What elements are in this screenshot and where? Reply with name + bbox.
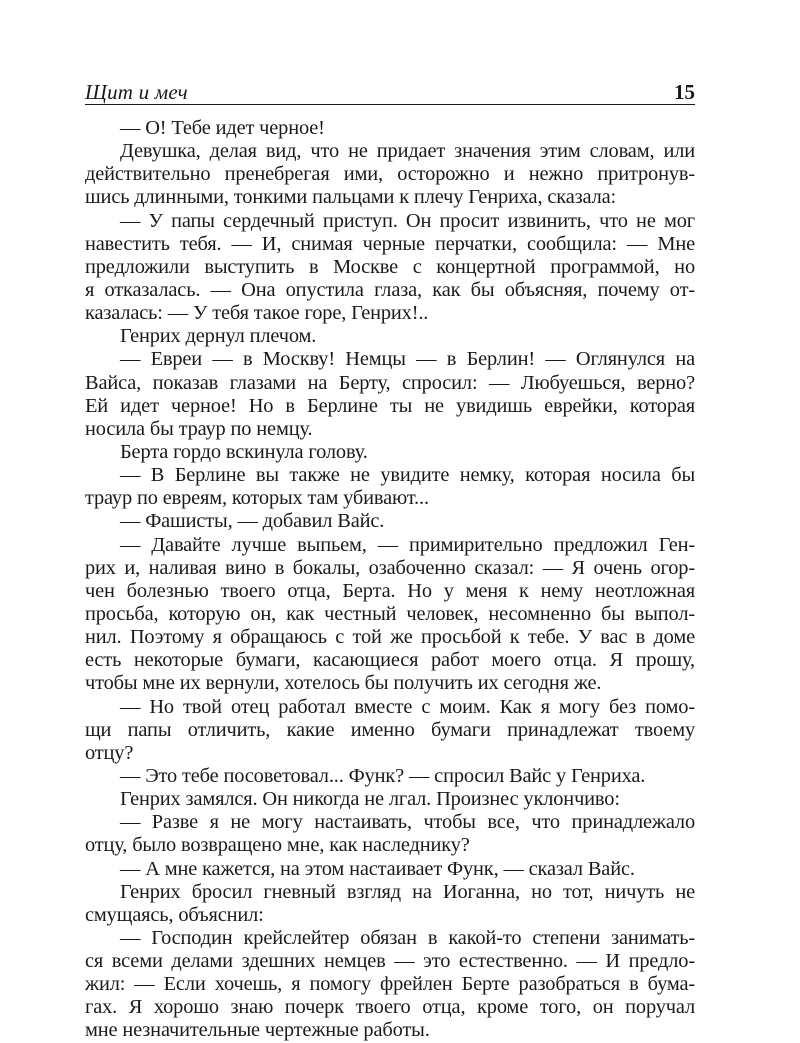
text-line: жил: — Если хочешь, я помогу фрейлен Берте разобраться в бума- bbox=[85, 973, 695, 996]
paragraph-first-line: — Разве я не могу настаивать, чтобы все, что принадлежало bbox=[120, 811, 695, 834]
text-line: мне незначительные чертежные работы. bbox=[85, 1019, 430, 1042]
text-line: смущаясь, объяснил: bbox=[85, 903, 264, 926]
paragraph-first-line: — О! Тебе идет черное! bbox=[120, 117, 325, 139]
text-line: навестить тебя. — И, снимая черные перчатки, сообщила: — Мне bbox=[85, 232, 695, 255]
text-line: траур по евреям, которых там убивают... bbox=[85, 487, 429, 510]
body-text bbox=[85, 117, 695, 1043]
paragraph-first-line: Генрих дернул плечом. bbox=[120, 325, 317, 348]
page-number: 15 bbox=[674, 80, 695, 104]
text-line: Вайса, показав глазами на Берту, спросил: — Любуешься, верно? bbox=[85, 371, 695, 394]
paragraph-first-line: Генрих бросил гневный взгляд на Иоганна, но тот, ничуть не bbox=[120, 880, 695, 903]
paragraph-first-line: Генрих замялся. Он никогда не лгал. Произнес уклончиво: bbox=[120, 788, 620, 811]
text-line: предложили выступить в Москве с концертной программой, но bbox=[85, 255, 695, 278]
text-line: отцу? bbox=[85, 741, 134, 764]
paragraph-first-line: — В Берлине вы также не увидите немку, которая носила бы bbox=[120, 464, 695, 487]
paragraph-first-line: — Фашисты, — добавил Вайс. bbox=[120, 510, 385, 533]
paragraph-first-line: — Но твой отец работал вместе с моим. Как я могу без помо- bbox=[120, 695, 695, 718]
paragraph-first-line: — Господин крейслейтер обязан в какой-то степени занимать- bbox=[120, 926, 695, 949]
text-line: нил. Поэтому я обращаюсь с той же просьбой к тебе. У вас в доме bbox=[85, 626, 695, 649]
paragraph-first-line: — Давайте лучше выпьем, — примирительно предложил Ген- bbox=[120, 533, 695, 556]
text-line: отцу, было возвращено мне, как наследнику? bbox=[85, 834, 470, 857]
paragraph-first-line: Берта гордо вскинула голову. bbox=[120, 440, 368, 463]
text-line: казалась: — У тебя такое горе, Генрих!.. bbox=[85, 302, 429, 325]
text-line: Ей идет черное! Но в Берлине ты не увидишь еврейки, которая bbox=[85, 394, 695, 417]
text-line: носила бы траур по немцу. bbox=[85, 417, 313, 440]
text-line: просьба, которую он, как честный человек, несомненно бы выпол- bbox=[85, 602, 695, 625]
paragraph-first-line: Девушка, делая вид, что не придает значения этим словам, или bbox=[120, 140, 695, 163]
paragraph-first-line: — Это тебе посоветовал... Функ? — спросил Вайс у Генриха. bbox=[120, 764, 646, 787]
running-header bbox=[85, 80, 695, 106]
header-rule bbox=[85, 104, 695, 105]
text-line: чтобы мне их вернули, хотелось бы получить их сегодня же. bbox=[85, 672, 602, 695]
text-line: есть некоторые бумаги, касающиеся работ моего отца. Я прошу, bbox=[85, 649, 695, 672]
paragraph-first-line: — А мне кажется, на этом настаивает Функ, — сказал Вайс. bbox=[120, 857, 635, 880]
book-title: Щит и меч bbox=[85, 80, 188, 104]
text-line: рих и, наливая вино в бокалы, озабоченно сказал: — Я очень огор- bbox=[85, 556, 695, 579]
text-line: гах. Я хорошо знаю почерк твоего отца, кроме того, он поручал bbox=[85, 996, 695, 1019]
paragraph-first-line: — У папы сердечный приступ. Он просит извинить, что не мог bbox=[120, 209, 695, 232]
paragraph-first-line: — Евреи — в Москву! Немцы — в Берлин! — Оглянулся на bbox=[120, 348, 695, 371]
text-line: действительно пренебрегая ими, осторожно и нежно притронув- bbox=[85, 163, 695, 186]
text-line: ся всеми делами здешних немцев — это естественно. — И предло- bbox=[85, 950, 695, 973]
text-line: чен болезнью твоего отца, Берта. Но у меня к нему неотложная bbox=[85, 579, 695, 602]
text-line: шись длинными, тонкими пальцами к плечу Генриха, сказала: bbox=[85, 186, 617, 209]
text-line: щи папы отличить, какие именно бумаги принадлежат твоему bbox=[85, 718, 695, 741]
text-line: я отказалась. — Она опустила глаза, как бы объясняя, почему от- bbox=[85, 278, 695, 301]
